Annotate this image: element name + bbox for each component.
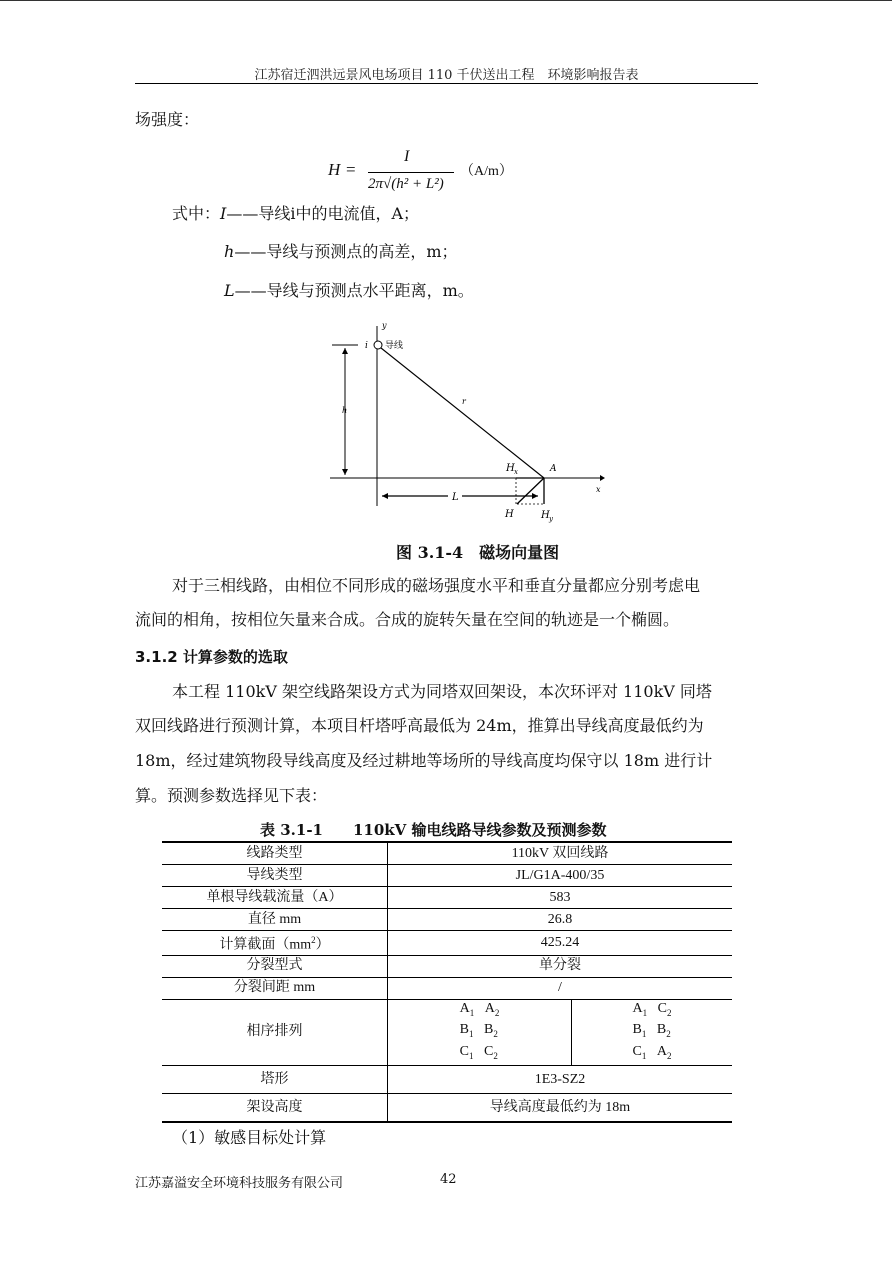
phase-row: $A_1$ $A_2$ xyxy=(459,1000,500,1018)
row-value: 单分裂 xyxy=(388,955,733,977)
item-heading: （1）敏感目标处计算 xyxy=(172,1128,327,1147)
para2-line1: 本工程 110kV 架空线路架设方式为同塔双回架设，本次环评对 110kV 同塔 xyxy=(172,682,712,701)
row-label: 分裂间距 mm xyxy=(162,977,388,999)
x-axis-label: x xyxy=(596,485,601,494)
var-desc: ——导线与预测点水平距离，m。 xyxy=(234,281,474,300)
row-label: 直径 mm xyxy=(162,909,388,931)
row-value: 583 xyxy=(388,887,733,909)
l-label: L xyxy=(452,492,459,503)
row-value: 1E3-SZ2 xyxy=(388,1066,733,1094)
row-label: 线路类型 xyxy=(162,842,388,865)
phase-right-cell xyxy=(572,999,733,1065)
formula-eq: = xyxy=(346,160,356,179)
var-prefix: 式中： xyxy=(172,204,221,223)
row-label-sup: 2 xyxy=(311,935,316,945)
phase-left-cell xyxy=(388,999,572,1065)
table-caption: 表 3.1-1 110kV 输电线路导线参数及预测参数 xyxy=(260,821,607,839)
wire-index-label: i xyxy=(365,341,368,351)
h-arrow-down xyxy=(342,469,348,475)
row-label: 相序排列 xyxy=(162,999,388,1065)
row-value: 26.8 xyxy=(388,909,733,931)
table-row xyxy=(162,909,732,931)
magnetic-vector-diagram xyxy=(320,318,610,528)
row-value: 导线高度最低约为 18m xyxy=(388,1094,733,1123)
phase-right xyxy=(633,1000,672,1065)
header-rule xyxy=(135,83,758,84)
h-arrow-up xyxy=(342,348,348,354)
var-symbol: h xyxy=(224,242,235,261)
formula-unit: （A/m） xyxy=(460,164,513,179)
top-border xyxy=(0,0,892,1)
table-row xyxy=(162,842,732,865)
phase-row: $A_1$ $C_2$ xyxy=(632,1000,672,1018)
parameters-table xyxy=(162,841,732,1123)
table-row xyxy=(162,931,732,956)
h-label: h xyxy=(342,406,348,415)
var-symbol: I xyxy=(220,204,227,223)
figure-caption: 图 3.1-4 磁场向量图 xyxy=(396,543,560,562)
phase-left xyxy=(460,1000,500,1065)
x-axis-arrow xyxy=(600,475,605,481)
table-row xyxy=(162,865,732,887)
para2-line4: 算。预测参数选择见下表： xyxy=(135,786,328,805)
row-label: 塔形 xyxy=(162,1066,388,1094)
point-a-label: A xyxy=(550,464,557,474)
var-line-h xyxy=(224,242,458,262)
para1-line2: 流间的相角，按相位矢量来合成。合成的旋转矢量在空间的轨迹是一个椭圆。 xyxy=(135,610,680,629)
row-label-tail: ） xyxy=(315,937,330,953)
wire-marker xyxy=(374,341,382,349)
footer-company: 江苏嘉溢安全环境科技服务有限公司 xyxy=(135,1176,344,1191)
table-row xyxy=(162,1094,732,1123)
fraction-bar xyxy=(368,172,454,173)
y-axis-label: y xyxy=(382,321,387,330)
phase-row: $C_1$ $C_2$ xyxy=(459,1044,498,1062)
row-value: JL/G1A-400/35 xyxy=(388,865,733,887)
section-heading: 3.1.2 计算参数的选取 xyxy=(135,648,288,666)
table-row xyxy=(162,977,732,999)
l-arrow-left xyxy=(382,493,388,499)
wire-label: 导线 xyxy=(385,341,404,351)
row-value: 425.24 xyxy=(388,931,733,956)
para1-line1: 对于三相线路，由相位不同形成的磁场强度水平和垂直分量都应分别考虑电 xyxy=(172,576,701,595)
row-value: 110kV 双回线路 xyxy=(388,842,733,865)
table-row xyxy=(162,955,732,977)
phase-row: $C_1$ $A_2$ xyxy=(632,1044,672,1062)
hx-label: H xyxy=(506,463,515,474)
formula-denominator: 2π√(h² + L²) xyxy=(368,176,444,192)
formula xyxy=(322,148,542,196)
formula-lhs: H xyxy=(328,160,341,179)
row-label: 单根导线载流量（A） xyxy=(162,887,388,909)
r-line xyxy=(381,348,544,478)
r-label: r xyxy=(462,397,466,406)
table-row xyxy=(162,887,732,909)
row-label: 分裂型式 xyxy=(162,955,388,977)
h-resultant-label: H xyxy=(505,509,514,520)
phase-row: $B_1$ $B_2$ xyxy=(459,1022,498,1040)
page-header: 江苏宿迁泗洪远景风电场项目 110 千伏送出工程 环境影响报告表 xyxy=(254,68,639,83)
formula-numerator: I xyxy=(404,148,410,165)
footer-page-number: 42 xyxy=(440,1172,457,1187)
phase-row: $B_1$ $B_2$ xyxy=(632,1022,671,1040)
var-line-l xyxy=(224,281,474,301)
row-label xyxy=(162,931,388,956)
para2-line2: 双回线路进行预测计算，本项目杆塔呼高最低为 24m，推算出导线高度最低约为 xyxy=(135,716,704,735)
l-arrow-right xyxy=(532,493,538,499)
row-label: 导线类型 xyxy=(162,865,388,887)
h-vector xyxy=(517,478,544,504)
row-value: / xyxy=(388,977,733,999)
hx-subscript: x xyxy=(514,468,518,476)
hy-subscript: y xyxy=(549,515,553,523)
var-symbol: L xyxy=(224,281,235,300)
row-label-text: 计算截面（mm xyxy=(219,937,312,953)
table-row xyxy=(162,1066,732,1094)
var-desc: ——导线i中的电流值，A； xyxy=(226,204,420,223)
table-row-phase xyxy=(162,999,732,1065)
para2-line3: 18m，经过建筑物段导线高度及经过耕地等场所的导线高度均保守以 18m 进行计 xyxy=(135,751,713,770)
intro-text: 场强度： xyxy=(135,110,200,129)
hy-label: H xyxy=(541,510,550,521)
var-desc: ——导线与预测点的高差，m； xyxy=(234,242,458,261)
var-line-i xyxy=(172,204,419,224)
row-label: 架设高度 xyxy=(162,1094,388,1123)
